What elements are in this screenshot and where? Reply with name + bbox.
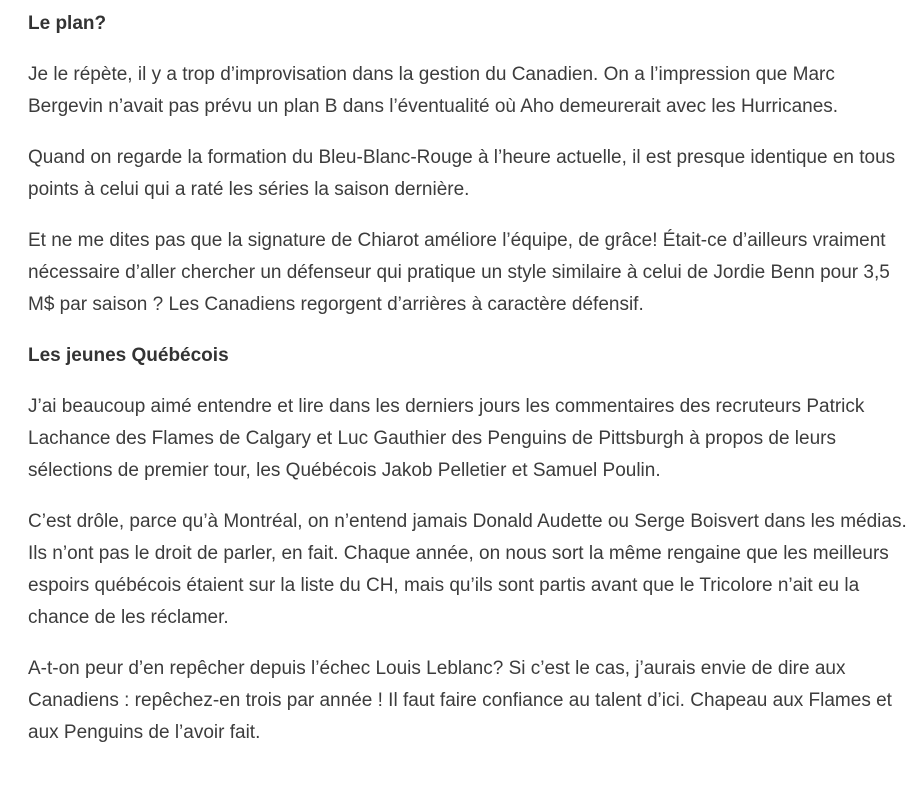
section-heading-jeunes: Les jeunes Québécois	[28, 345, 229, 366]
paragraph: J’ai beaucoup aimé entendre et lire dans les derniers jours les commentaires des recruteurs Patrick Lachance des Flames de Calgary et Luc Gauthier des Penguins de Pittsburgh à propos de leurs sélections de premier tour, les Québécois Jakob Pelletier et Samuel Poulin.	[28, 396, 865, 481]
section-heading-plan: Le plan?	[28, 13, 107, 34]
paragraph: A-t-on peur d’en repêcher depuis l’échec Louis Leblanc? Si c’est le cas, j’aurais envie de dire aux Canadiens : repêchez-en trois par année ! Il faut faire confiance au talent d’ici. Chapeau aux Flames et aux Penguins de l’avoir fait.	[28, 658, 892, 743]
article-body	[28, 8, 908, 768]
paragraph: C’est drôle, parce qu’à Montréal, on n’entend jamais Donald Audette ou Serge Boisvert dans les médias. Ils n’ont pas le droit de parler, en fait. Chaque année, on nous sort la même rengaine que les meilleurs espoirs québécois étaient sur la liste du CH, mais qu’ils sont partis avant que le Tricolore n’ait eu la chance de les réclamer.	[28, 511, 907, 628]
paragraph: Et ne me dites pas que la signature de Chiarot améliore l’équipe, de grâce! Était-ce d’ailleurs vraiment nécessaire d’aller chercher un défenseur qui pratique un style similaire à celui de Jordie Benn pour 3,5 M$ par saison ? Les Canadiens regorgent d’arrières à caractère défensif.	[28, 230, 890, 315]
paragraph: Quand on regarde la formation du Bleu-Blanc-Rouge à l’heure actuelle, il est presque identique en tous points à celui qui a raté les séries la saison dernière.	[28, 147, 896, 200]
paragraph: Je le répète, il y a trop d’improvisation dans la gestion du Canadien. On a l’impression que Marc Bergevin n’avait pas prévu un plan B dans l’éventualité où Aho demeurerait avec les Hurricanes.	[28, 64, 839, 117]
